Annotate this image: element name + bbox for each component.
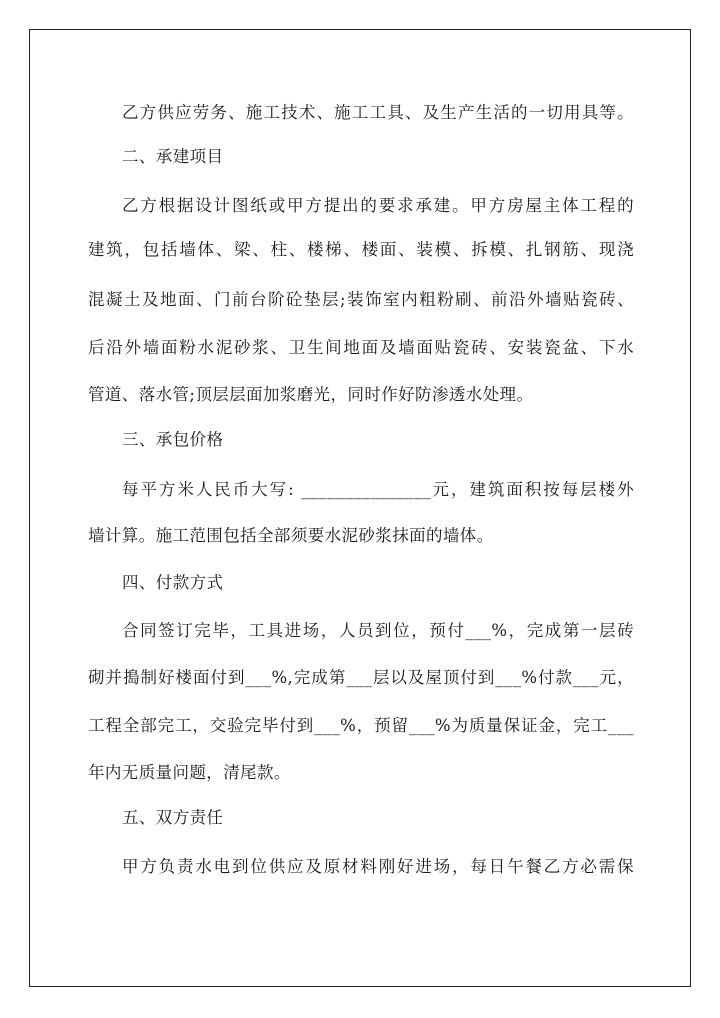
- paragraph-line: 墙计算。施工范围包括全部须要水泥砂浆抹面的墙体。: [88, 526, 494, 545]
- paragraph-line: 乙方根据设计图纸或甲方提出的要求承建。甲方房屋主体工程的: [122, 196, 634, 215]
- paragraph-line: 后沿外墙面粉水泥砂浆、卫生间地面及墙面贴瓷砖、安装瓷盆、下水: [88, 338, 634, 357]
- paragraph-line: 混凝土及地面、门前台阶砼垫层;装饰室内粗粉刷、前沿外墙贴瓷砖、: [88, 290, 634, 309]
- paragraph-line: 每平方米人民币大写: _______________元，建筑面积按每层楼外: [122, 480, 634, 499]
- section-heading: 三、承包价格: [122, 430, 224, 449]
- section-heading: 五、双方责任: [122, 808, 224, 827]
- section-heading: 二、承建项目: [122, 147, 224, 166]
- page-border: [29, 29, 691, 987]
- paragraph-line: 乙方供应劳务、施工技术、施工工具、及生产生活的一切用具等。: [122, 103, 634, 122]
- paragraph-line: 工程全部完工，交验完毕付到___%，预留___%为质量保证金，完工___: [88, 716, 634, 735]
- paragraph-line: 管道、落水管;顶层层面加浆磨光，同时作好防渗透水处理。: [88, 385, 534, 404]
- section-heading: 四、付款方式: [122, 573, 224, 592]
- paragraph-line: 建筑，包括墙体、梁、柱、楼梯、楼面、装模、拆模、扎钢筋、现浇: [88, 240, 634, 259]
- paragraph-line: 甲方负责水电到位供应及原材料刚好进场，每日午餐乙方必需保: [122, 857, 634, 876]
- paragraph-line: 年内无质量问题，清尾款。: [88, 763, 291, 782]
- paragraph-line: 合同签订完毕，工具进场，人员到位，预付___%，完成第一层砖: [122, 621, 634, 640]
- paragraph-line: 砌并搗制好楼面付到___%,完成第___层以及屋顶付到___%付款___元，: [88, 668, 634, 687]
